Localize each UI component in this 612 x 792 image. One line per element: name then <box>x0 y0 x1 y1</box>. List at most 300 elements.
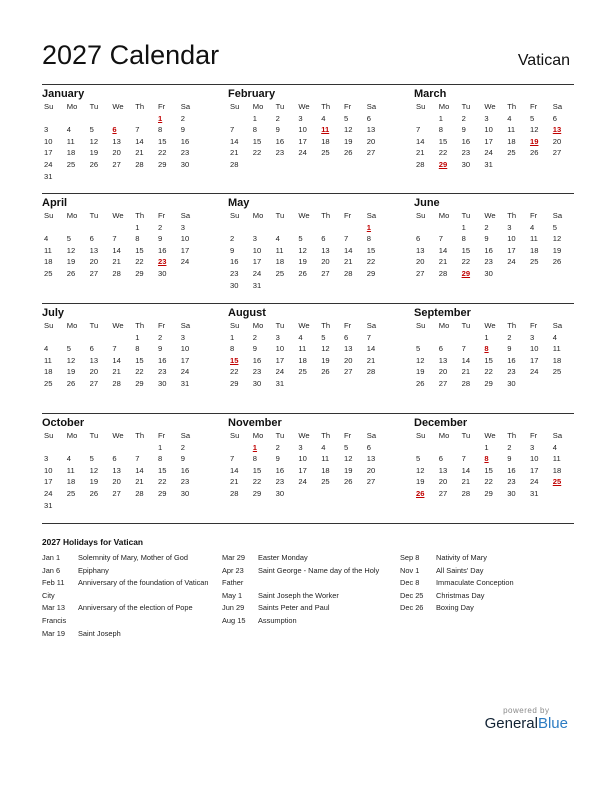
day-cell: 12 <box>529 125 539 135</box>
weekday-label: Mo <box>66 102 78 111</box>
day-cell: 27 <box>89 378 99 388</box>
day-cell: 17 <box>298 136 307 146</box>
weekday-label: Th <box>135 211 145 220</box>
day-cell: 25 <box>66 159 76 169</box>
day-cell: 10 <box>44 465 53 475</box>
weekday-header <box>228 430 388 442</box>
day-cell: 18 <box>275 257 285 267</box>
holiday-item <box>400 602 572 615</box>
week-row <box>42 268 202 280</box>
week-row <box>414 332 574 344</box>
day-cell: 11 <box>507 125 516 135</box>
weekday-label: Th <box>507 431 517 440</box>
weekday-label: Sa <box>180 211 191 220</box>
week-row <box>414 355 574 367</box>
day-cell: 15 <box>135 245 144 255</box>
week-row <box>228 245 388 257</box>
day-cell: 4 <box>66 454 72 464</box>
day-cell: 3 <box>44 125 49 135</box>
weekday-label: Su <box>230 431 240 440</box>
day-cell: 17 <box>529 355 539 365</box>
empty-cell <box>42 113 65 125</box>
day-cell: 29 <box>157 488 167 498</box>
week-row <box>42 171 202 183</box>
day-cell: 6 <box>552 113 558 123</box>
weekday-label: Su <box>44 321 54 330</box>
day-cell: 12 <box>66 355 76 365</box>
day-cell: 25 <box>66 488 76 498</box>
empty-cell <box>88 500 111 512</box>
empty-cell <box>505 268 528 280</box>
day-cell: 17 <box>180 355 190 365</box>
empty-cell <box>251 222 274 234</box>
day-cell: 18 <box>507 136 516 146</box>
day-cell: 21 <box>112 257 121 267</box>
holiday-date: Sep 8 <box>400 553 420 562</box>
weekday-label: Tu <box>89 431 99 440</box>
empty-cell <box>342 222 365 234</box>
day-cell: 6 <box>112 454 117 464</box>
empty-cell <box>88 222 111 234</box>
holiday-name: Saints Peter and Paul <box>258 603 330 613</box>
day-cell: 25 <box>298 367 307 377</box>
day-cell: 7 <box>112 234 117 244</box>
day-cell: 21 <box>135 148 144 158</box>
day-cell: 9 <box>275 125 280 135</box>
weekday-label: Th <box>321 431 331 440</box>
day-cell: 22 <box>252 148 262 158</box>
empty-cell <box>179 500 202 512</box>
day-cell: 16 <box>180 465 190 475</box>
weekday-label: Mo <box>252 321 264 330</box>
day-cell: 26 <box>298 268 307 278</box>
day-cell: 12 <box>89 465 99 475</box>
holiday-name: Saint George - Name day of the Holy Father <box>222 565 380 588</box>
weekday-label: Sa <box>366 321 377 330</box>
weekday-label: Sa <box>366 431 377 440</box>
month-name: December <box>414 417 468 429</box>
weekday-label: We <box>112 321 124 330</box>
holiday-date: Aug 15 <box>222 615 246 625</box>
day-cell: 14 <box>343 245 353 255</box>
month-row-divider <box>42 84 574 85</box>
empty-cell <box>42 222 65 234</box>
day-cell: 2 <box>507 332 512 342</box>
day-cell: 20 <box>552 136 562 146</box>
weekday-label: Su <box>230 102 240 111</box>
day-cell: 23 <box>275 477 285 487</box>
weekday-label: Mo <box>252 431 264 440</box>
day-cell: 5 <box>416 344 421 354</box>
day-cell: 14 <box>135 465 144 475</box>
day-cell: 4 <box>298 332 303 342</box>
weekday-label: Mo <box>252 102 264 111</box>
weekday-label: Sa <box>552 211 563 220</box>
holiday-day: 6 <box>112 125 117 135</box>
day-cell: 5 <box>343 442 349 452</box>
week-row <box>228 476 388 488</box>
day-cell: 29 <box>484 378 493 388</box>
week-row <box>414 366 574 378</box>
weekday-label: We <box>298 431 310 440</box>
day-cell: 17 <box>484 136 493 146</box>
day-cell: 19 <box>66 257 76 267</box>
day-cell: 6 <box>366 113 372 123</box>
day-cell: 1 <box>484 332 489 342</box>
day-cell: 21 <box>461 367 471 377</box>
day-cell: 8 <box>157 454 163 464</box>
day-cell: 12 <box>298 245 307 255</box>
week-row <box>42 476 202 488</box>
day-cell: 22 <box>135 367 144 377</box>
empty-cell <box>65 500 88 512</box>
day-cell: 19 <box>89 477 99 487</box>
holiday-date: Dec 26 <box>400 603 424 613</box>
day-cell: 14 <box>112 245 121 255</box>
day-cell: 9 <box>275 454 280 464</box>
day-cell: 14 <box>366 344 376 354</box>
day-cell: 26 <box>66 268 76 278</box>
day-cell: 1 <box>484 442 489 452</box>
day-cell: 18 <box>321 136 330 146</box>
day-cell: 14 <box>230 465 239 475</box>
day-cell: 25 <box>321 148 330 158</box>
week-row <box>414 245 574 257</box>
day-cell: 4 <box>552 332 558 342</box>
weekday-label: Sa <box>180 321 191 330</box>
holiday-name: Immaculate Conception <box>436 578 514 588</box>
week-row <box>42 355 202 367</box>
day-cell: 28 <box>135 159 144 169</box>
day-cell: 30 <box>180 488 190 498</box>
empty-cell <box>342 159 365 171</box>
weekday-label: Su <box>44 102 54 111</box>
weekday-label: Su <box>230 321 240 330</box>
day-cell: 26 <box>89 159 99 169</box>
day-cell: 6 <box>438 454 444 464</box>
day-cell: 1 <box>461 222 466 232</box>
day-cell: 2 <box>252 332 258 342</box>
holiday-date: Mar 19 <box>42 628 66 638</box>
day-cell: 26 <box>552 257 562 267</box>
empty-cell <box>274 280 297 292</box>
day-cell: 16 <box>180 136 190 146</box>
week-row <box>228 136 388 148</box>
week-row <box>414 442 574 454</box>
day-cell: 16 <box>461 136 471 146</box>
day-cell: 30 <box>507 378 516 388</box>
week-row <box>414 268 574 280</box>
day-cell: 30 <box>157 268 167 278</box>
day-cell: 31 <box>44 171 53 181</box>
week-row <box>42 488 202 500</box>
weekday-header <box>228 210 388 222</box>
day-cell: 19 <box>89 148 99 158</box>
day-cell: 9 <box>180 125 186 135</box>
empty-cell <box>342 378 365 390</box>
day-cell: 4 <box>44 344 49 354</box>
weekday-label: Fr <box>157 431 166 440</box>
day-cell: 13 <box>416 245 425 255</box>
weekday-header <box>414 430 574 442</box>
week-row <box>42 124 202 136</box>
day-cell: 3 <box>529 442 535 452</box>
day-cell: 19 <box>321 355 330 365</box>
day-cell: 27 <box>416 268 425 278</box>
weekday-label: We <box>484 211 496 220</box>
day-cell: 10 <box>180 234 190 244</box>
holiday-item <box>400 590 572 603</box>
empty-cell <box>133 171 156 183</box>
empty-cell <box>551 378 574 390</box>
empty-cell <box>110 171 133 183</box>
day-cell: 24 <box>180 257 190 267</box>
holiday-date: Apr 23 <box>222 565 244 575</box>
weekday-label: Fr <box>343 102 352 111</box>
empty-cell <box>228 113 251 125</box>
day-cell: 14 <box>230 136 239 146</box>
day-cell: 3 <box>180 222 186 232</box>
day-cell: 25 <box>507 148 516 158</box>
empty-cell <box>414 442 437 454</box>
week-row <box>228 147 388 159</box>
weekday-label: Tu <box>461 102 471 111</box>
day-cell: 23 <box>180 148 190 158</box>
weekday-label: Sa <box>552 102 563 111</box>
month-name: March <box>414 88 447 100</box>
day-cell: 6 <box>89 344 94 354</box>
day-cell: 28 <box>112 378 121 388</box>
day-cell: 4 <box>529 222 535 232</box>
day-cell: 7 <box>366 332 372 342</box>
week-row <box>228 343 388 355</box>
holiday-item <box>222 552 394 565</box>
day-cell: 8 <box>135 234 140 244</box>
day-cell: 2 <box>484 222 489 232</box>
day-cell: 3 <box>484 113 489 123</box>
day-cell: 30 <box>252 378 262 388</box>
day-cell: 20 <box>438 477 448 487</box>
day-cell: 8 <box>461 234 466 244</box>
day-cell: 18 <box>44 257 53 267</box>
holiday-day: 15 <box>230 355 239 365</box>
day-cell: 18 <box>298 355 307 365</box>
day-cell: 13 <box>366 454 376 464</box>
weekday-label: Th <box>321 321 331 330</box>
week-row <box>414 113 574 125</box>
weekday-label: Th <box>321 102 331 111</box>
day-cell: 1 <box>157 442 163 452</box>
day-cell: 22 <box>157 148 167 158</box>
holiday-item <box>400 577 572 590</box>
day-cell: 29 <box>366 268 376 278</box>
day-cell: 24 <box>298 148 307 158</box>
empty-cell <box>156 500 179 512</box>
empty-cell <box>528 159 551 171</box>
month-june <box>414 196 574 280</box>
week-row <box>414 136 574 148</box>
empty-cell <box>551 159 574 171</box>
day-cell: 16 <box>275 465 285 475</box>
weekday-label: Th <box>321 211 331 220</box>
day-cell: 31 <box>529 488 539 498</box>
day-cell: 26 <box>416 378 425 388</box>
empty-cell <box>133 500 156 512</box>
day-cell: 13 <box>343 344 353 354</box>
day-cell: 23 <box>230 268 239 278</box>
month-name: June <box>414 197 440 209</box>
holiday-name: Assumption <box>258 615 297 625</box>
day-cell: 4 <box>321 113 326 123</box>
day-cell: 2 <box>180 442 186 452</box>
month-row-divider <box>42 303 574 304</box>
holiday-name: Saint Joseph <box>78 628 121 638</box>
day-cell: 13 <box>112 136 121 146</box>
holiday-date: Jan 6 <box>42 565 61 575</box>
empty-cell <box>365 488 388 500</box>
weekday-label: Sa <box>180 102 191 111</box>
holiday-date: Jan 1 <box>42 553 61 562</box>
day-cell: 21 <box>230 477 239 487</box>
holiday-day: 8 <box>484 344 489 354</box>
day-cell: 10 <box>298 454 307 464</box>
day-cell: 1 <box>230 332 235 342</box>
weekday-label: Su <box>416 102 426 111</box>
day-cell: 15 <box>157 136 167 146</box>
day-cell: 7 <box>112 344 117 354</box>
holiday-date: Dec 25 <box>400 590 424 600</box>
day-cell: 14 <box>438 245 448 255</box>
day-cell: 12 <box>552 234 562 244</box>
day-cell: 17 <box>529 465 539 475</box>
weekday-label: Su <box>416 431 426 440</box>
empty-cell <box>228 222 251 234</box>
holiday-day: 29 <box>438 159 448 169</box>
day-cell: 10 <box>44 136 53 146</box>
weekday-label: We <box>112 102 124 111</box>
holiday-day: 1 <box>157 113 163 123</box>
day-cell: 24 <box>44 159 53 169</box>
week-row <box>228 159 388 171</box>
holiday-date: Mar 13 <box>42 603 66 613</box>
day-cell: 15 <box>484 355 493 365</box>
day-cell: 16 <box>230 257 239 267</box>
day-cell: 23 <box>461 148 471 158</box>
holiday-date: Dec 8 <box>400 578 420 588</box>
holiday-day: 19 <box>529 136 539 146</box>
empty-cell <box>88 171 111 183</box>
weekday-label: Tu <box>461 211 471 220</box>
day-cell: 30 <box>484 268 493 278</box>
day-cell: 12 <box>343 454 353 464</box>
empty-cell <box>65 171 88 183</box>
holiday-name: Christmas Day <box>436 590 485 600</box>
day-cell: 22 <box>484 477 493 487</box>
day-cell: 2 <box>461 113 466 123</box>
day-cell: 27 <box>89 268 99 278</box>
week-row <box>228 124 388 136</box>
empty-cell <box>133 442 156 454</box>
day-cell: 9 <box>180 454 186 464</box>
day-cell: 26 <box>343 148 353 158</box>
day-cell: 5 <box>89 454 94 464</box>
day-cell: 16 <box>507 355 516 365</box>
week-row <box>228 222 388 234</box>
week-row <box>414 343 574 355</box>
day-cell: 8 <box>230 344 235 354</box>
holiday-item <box>400 565 572 578</box>
day-cell: 25 <box>321 477 330 487</box>
empty-cell <box>133 113 156 125</box>
month-name: April <box>42 197 68 209</box>
day-cell: 12 <box>321 344 330 354</box>
day-cell: 8 <box>366 234 372 244</box>
day-cell: 29 <box>252 488 262 498</box>
week-row <box>42 332 202 344</box>
week-row <box>42 256 202 268</box>
holiday-date: May 1 <box>222 590 243 600</box>
day-cell: 4 <box>275 234 280 244</box>
empty-cell <box>414 332 437 344</box>
day-cell: 7 <box>135 454 140 464</box>
day-cell: 2 <box>157 332 163 342</box>
day-cell: 24 <box>275 367 285 377</box>
weekday-label: We <box>112 431 124 440</box>
day-cell: 25 <box>275 268 285 278</box>
weekday-label: Su <box>44 431 54 440</box>
month-january <box>42 87 202 182</box>
day-cell: 7 <box>461 454 466 464</box>
day-cell: 30 <box>507 488 516 498</box>
day-cell: 8 <box>252 454 258 464</box>
day-cell: 8 <box>157 125 163 135</box>
day-cell: 28 <box>343 268 353 278</box>
day-cell: 7 <box>438 234 444 244</box>
month-september <box>414 306 574 390</box>
day-cell: 18 <box>552 465 562 475</box>
day-cell: 14 <box>416 136 425 146</box>
week-row <box>42 113 202 125</box>
day-cell: 19 <box>343 465 353 475</box>
empty-cell <box>110 222 133 234</box>
weekday-label: Fr <box>343 431 352 440</box>
day-cell: 20 <box>89 367 99 377</box>
weekday-label: Tu <box>275 211 285 220</box>
day-cell: 22 <box>484 367 493 377</box>
weekday-label: Tu <box>89 321 99 330</box>
month-name: November <box>228 417 282 429</box>
empty-cell <box>319 222 342 234</box>
empty-cell <box>42 332 65 344</box>
week-row <box>414 147 574 159</box>
day-cell: 11 <box>298 344 307 354</box>
day-cell: 27 <box>343 367 353 377</box>
empty-cell <box>528 268 551 280</box>
month-name: January <box>42 88 85 100</box>
week-row <box>42 245 202 257</box>
empty-cell <box>88 113 111 125</box>
week-row <box>414 233 574 245</box>
day-cell: 9 <box>230 245 235 255</box>
empty-cell <box>414 113 437 125</box>
day-cell: 18 <box>66 477 76 487</box>
empty-cell <box>179 268 202 280</box>
day-cell: 17 <box>298 465 307 475</box>
day-cell: 20 <box>438 367 448 377</box>
weekday-label: Sa <box>366 102 377 111</box>
day-cell: 18 <box>529 245 539 255</box>
week-row <box>228 332 388 344</box>
